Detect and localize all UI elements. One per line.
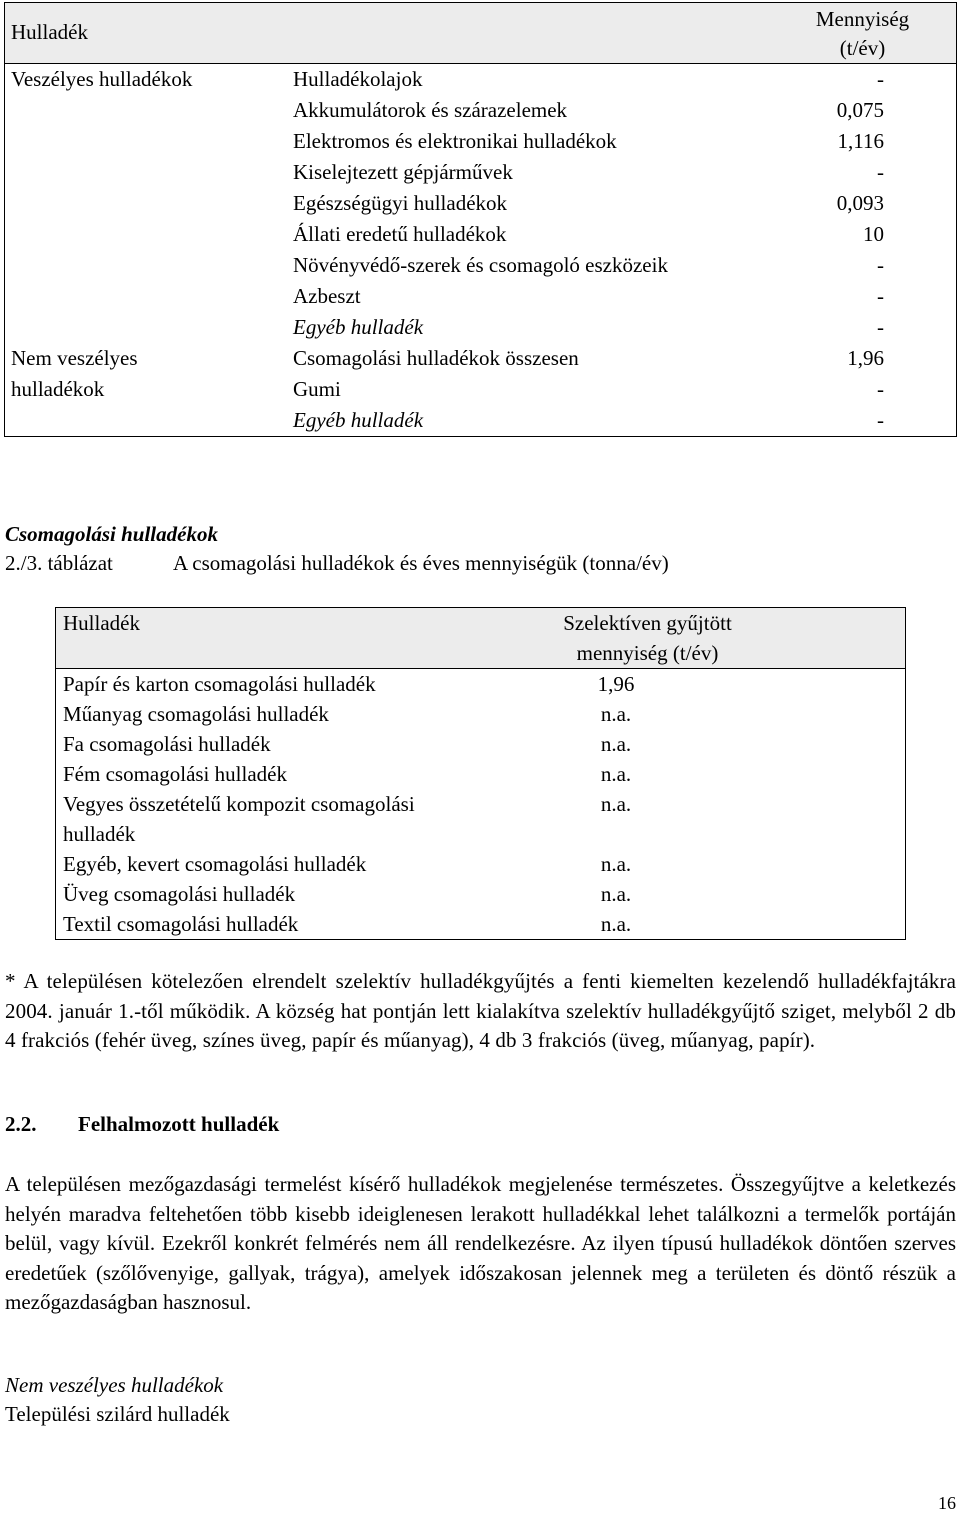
heading-2-2 — [5, 1112, 279, 1137]
header-collected-line2: mennyiség (t/év) — [576, 641, 719, 665]
waste-name: Csomagolási hulladékok összesen — [293, 346, 579, 370]
waste-quantity: 0,093 — [836, 191, 884, 215]
packaging-quantity: n.a. — [600, 882, 632, 906]
waste-name: Egyéb hulladék — [293, 408, 424, 432]
waste-quantity: 10 — [863, 222, 884, 246]
table-caption — [5, 551, 669, 576]
header-quantity-text: Mennyiség (t/év) — [815, 7, 910, 60]
table-header-row — [5, 3, 957, 64]
waste-name: Kiselejtezett gépjárművek — [293, 160, 513, 184]
page-number: 16 — [938, 1493, 956, 1513]
header-waste: Hulladék — [5, 3, 288, 64]
packaging-quantity: n.a. — [600, 762, 632, 786]
table-header-row — [56, 608, 906, 669]
hazardous-group — [5, 64, 957, 344]
header-empty — [287, 3, 769, 64]
heading-number: 2.2. — [5, 1112, 37, 1136]
table-row — [5, 343, 957, 374]
packaging-quantity: n.a. — [600, 912, 632, 936]
packaging-name: Fém csomagolási hulladék — [63, 762, 287, 786]
waste-name: Egészségügyi hulladékok — [293, 191, 508, 215]
packaging-name: Fa csomagolási hulladék — [63, 732, 271, 756]
section-title: Csomagolási hulladékok — [5, 522, 218, 546]
packaging-waste-table — [55, 607, 906, 940]
table-row — [56, 729, 906, 759]
packaging-name: Textil csomagolási hulladék — [63, 912, 299, 936]
category-label-line: Veszélyes hulladékok — [11, 67, 193, 91]
subheading-nonhazardous: Nem veszélyes hulladékok — [5, 1373, 224, 1397]
subheading-municipal-waste: Települési szilárd hulladék — [5, 1402, 230, 1426]
waste-quantity: - — [877, 67, 884, 91]
waste-quantity: - — [877, 408, 884, 432]
caption-number: 2./3. táblázat — [5, 551, 113, 575]
waste-name: Elektromos és elektronikai hulladékok — [293, 129, 617, 153]
waste-name: Növényvédő-szerek és csomagoló eszközeik — [293, 253, 668, 277]
waste-quantity-table — [4, 2, 957, 437]
heading-title: Felhalmozott hulladék — [78, 1112, 280, 1136]
waste-quantity: - — [877, 377, 884, 401]
table-row — [56, 789, 906, 849]
waste-name: Állati eredetű hulladékok — [293, 222, 507, 246]
collection-note: * A településen kötelezően elrendelt szelektív hulladékgyűjtés a fenti kiemelten kezelendő hulladékfajtákra 2004. január 1.-től működik. A község hat pontján lett kialakítva szelektív hulladékgyűjtő sziget, melyből 2 db 4 frakciós (fehér üveg, színes üveg, papír és műanyag), 4 db 3 frakciós (üveg, műanyag, papír). — [5, 969, 956, 1052]
table-row — [56, 669, 906, 700]
header-collected — [450, 608, 906, 669]
waste-name: Akkumulátorok és szárazelemek — [293, 98, 568, 122]
packaging-name: Papír és karton csomagolási hulladék — [63, 672, 376, 696]
waste-name: Hulladékolajok — [293, 67, 423, 91]
waste-quantity: 1,96 — [847, 346, 884, 370]
category-label — [5, 64, 288, 344]
table-row — [5, 64, 957, 96]
waste-quantity: 0,075 — [836, 98, 884, 122]
packaging-name: Vegyes összetételű kompozit csomagolási hulladék — [63, 792, 415, 846]
category-label-line: Nem veszélyes — [11, 346, 138, 370]
table-row — [56, 759, 906, 789]
caption-text: A csomagolási hulladékok és éves mennyiségük (tonna/év) — [173, 551, 669, 575]
waste-quantity: - — [877, 315, 884, 339]
accumulated-waste-paragraph: A településen mezőgazdasági termelést kísérő hulladékok megjelenése természetes. Összegyűjtve a keletkezés helyén maradva feltehetően több kisebb ideiglenesen lerakott hulladékkal lehet találkozni a termelők portáján belül, vagy kívül. Ezekről konkrét felmérés nem áll rendelkezésre. Az ilyen típusú hulladékok döntően szerves eredetűek (szőlővenyige, gallyak, trágya), amelyek időszakosan jelennek meg a területen és döntő részük a mezőgazdaságban hasznosul. — [5, 1172, 956, 1314]
packaging-rows — [56, 669, 906, 940]
packaging-quantity: n.a. — [600, 732, 632, 756]
packaging-quantity: 1,96 — [597, 672, 635, 696]
packaging-name: Műanyag csomagolási hulladék — [63, 702, 329, 726]
waste-name: Egyéb hulladék — [293, 315, 424, 339]
header-collected-line1: Szelektíven gyűjtött — [563, 611, 732, 635]
table-row — [56, 879, 906, 909]
packaging-name: Üveg csomagolási hulladék — [63, 882, 296, 906]
table-row — [56, 909, 906, 940]
waste-quantity: - — [877, 284, 884, 308]
waste-name: Azbeszt — [293, 284, 361, 308]
packaging-quantity: n.a. — [600, 852, 632, 876]
waste-quantity: - — [877, 253, 884, 277]
table-row — [56, 699, 906, 729]
header-quantity — [769, 3, 957, 64]
table-row — [56, 849, 906, 879]
packaging-name: Egyéb, kevert csomagolási hulladék — [63, 852, 367, 876]
waste-name: Gumi — [293, 377, 341, 401]
waste-quantity: - — [877, 160, 884, 184]
packaging-quantity: n.a. — [600, 702, 632, 726]
category-label-line: hulladékok — [11, 377, 105, 401]
nonhazardous-group — [5, 343, 957, 437]
header-waste: Hulladék — [56, 608, 451, 669]
category-label — [5, 343, 288, 437]
waste-quantity: 1,116 — [837, 129, 884, 153]
packaging-quantity: n.a. — [600, 792, 632, 816]
